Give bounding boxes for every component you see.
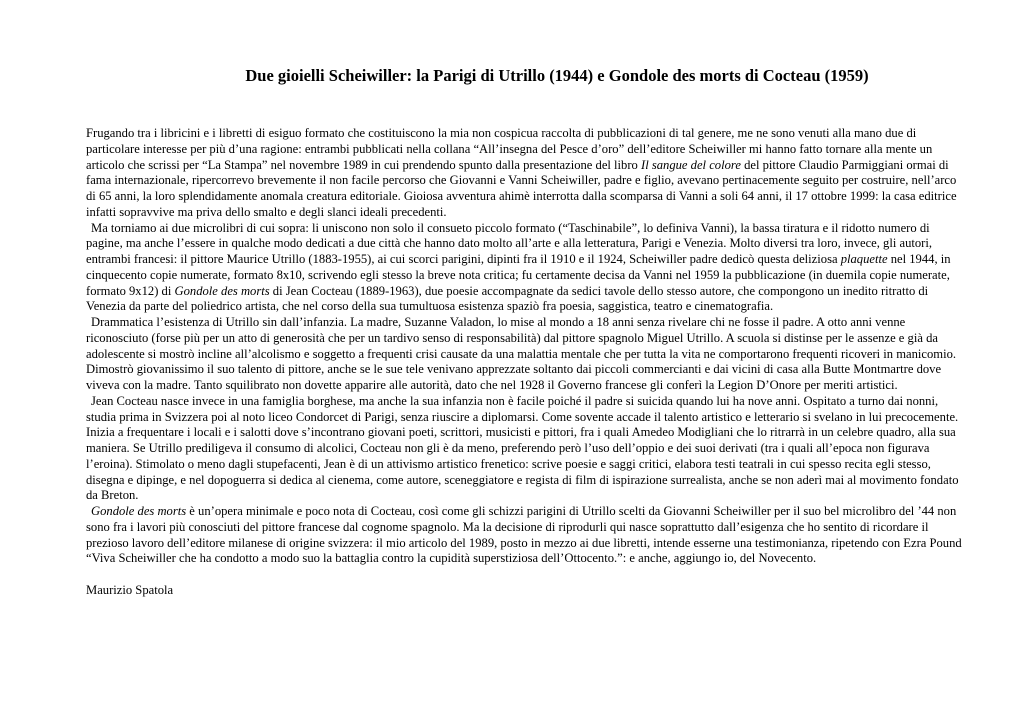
italic-title-run: Gondole des morts bbox=[91, 504, 187, 518]
text-run: è un’opera minimale e poco nota di Cocteau, così come gli schizzi parigini di Utrillo scelti da Giovanni Scheiwiller per il suo bel microlibro del ’44 non sono fra i lavori più conosciuti del pittore francese dal cognome spagnolo. Ma la decisione di riprodurli qui nasce soprattutto dall’esigenza che ho sentito di ricordare il prezioso lavoro dell’editore milanese di origine svizzera: il mio articolo del 1989, posto in mezzo ai due libretti, intende esserne una testimonianza, ripetendo con Ezra Pound “Viva Scheiwiller che ha condotto a modo suo la battaglia contro la cupidità superstiziosa dell’Ottocento.”: e anche, aggiungo io, del Novecento. bbox=[86, 504, 962, 566]
paragraph-5 bbox=[86, 504, 966, 567]
author-signature: Maurizio Spatola bbox=[86, 582, 174, 597]
paragraph-2 bbox=[86, 221, 966, 316]
paragraph-3 bbox=[86, 315, 966, 394]
article-body bbox=[86, 126, 966, 599]
page-title: Due gioielli Scheiwiller: la Parigi di Utrillo (1944) e Gondole des morts di Cocteau (1959) bbox=[245, 66, 869, 85]
text-run: Frugando tra i libricini e i libretti di esiguo formato che costituiscono la mia non cospicua raccolta di pubblicazioni di tal genere, me ne sono venuti alla mano due di particolare interesse per più d’una ragione: entrambi pubblicati nella collana “All’insegna del Pesce d’oro” dell’editore Scheiwiller mi hanno fatto tornare alla mente un articolo che scrissi per “La Stampa” nel novembre 1989 in cui prendendo spunto dalla presentazione del libro bbox=[86, 126, 933, 172]
paragraph-4 bbox=[86, 394, 966, 504]
text-run: nel 1944, in cinquecento copie numerate, formato 8x10, scrivendo egli stesso la breve nota critica; fu certamente decisa da Vanni nel 1959 la pubblicazione (in duemila copie numerate, formato 9x12) di bbox=[86, 252, 951, 298]
text-run: del pittore Claudio Parmiggiani ormai di fama internazionale, ripercorrevo brevemente il non facile percorso che Giovanni e Vanni Scheiwiller, padre e figlio, avevano pertinacemente seguito per costruire, nell’arco di 65 anni, la loro splendidamente anomala creatura editoriale. Gioiosa avventura ahimè interrotta dalla scomparsa di Vanni a soli 64 anni, il 17 ottobre 1999: la casa editrice infatti sopravvive ma priva dello smalto e degli slanci ideali precedenti. bbox=[86, 157, 957, 219]
text-run: di Jean Cocteau (1889-1963), due poesie accompagnate da sedici tavole dello stesso autore, che compongono un inedito ritratto di Venezia da parte del poliedrico artista, che nel corso della sua tumultuosa esistenza spaziò fra poesia, saggistica, teatro e cinematografia. bbox=[86, 283, 929, 314]
paragraph-1 bbox=[86, 126, 966, 221]
italic-title-run: plaquette bbox=[840, 252, 888, 266]
text-run: Drammatica l’esistenza di Utrillo sin dall’infanzia. La madre, Suzanne Valadon, lo mise al mondo a 18 anni senza rivelare chi ne fosse il padre. A otto anni venne riconosciuto (forse più per un atto di generosità che per un tardivo senso di responsabilità) dal pittore spagnolo Miguel Utrillo. A scuola si distinse per le assenze e già da adolescente si mostrò incline all’alcolismo e soggetto a frequenti crisi causate da una malattia mentale che per tutta la vita ne comportarono frequenti ricoveri in manicomio. Dimostrò giovanissimo il suo talento di pittore, anche se le sue tele venivano apprezzate soltanto dai piccoli commercianti e dai vicini di casa alla Butte Montmartre dove viveva con la madre. Tanto squilibrato non dovette apparire alle autorità, dato che nel 1928 il Governo francese gli conferì la Legion D’Onore per meriti artistici. bbox=[86, 315, 957, 392]
text-run: Jean Cocteau nasce invece in una famiglia borghese, ma anche la sua infanzia non è facile poiché il padre si suicida quando lui ha nove anni. Ospitato a turno dai nonni, studia prima in Svizzera poi al noto liceo Condorcet di Parigi, senza riuscire a diplomarsi. Come sovente accade il talento artistico e letterario si svelano in lui precocemente. Inizia a frequentare i locali e i salotti dove s’incontrano giovani poeti, scrittori, musicisti e pittori, fra i quali Amedeo Modigliani che lo ritrarrà in un celebre quadro, alla sua maniera. Se Utrillo prediligeva il consumo di alcolici, Cocteau non gli è da meno, preferendo però l’uso dell’oppio e dei suoi derivati (tra i quali all’epoca non figurava l’eroina). Stimolato o meno dagli stupefacenti, Jean è di un attivismo artistico frenetico: scrive poesie e saggi critici, elabora testi teatrali in cui spesso recita egli stesso, disegna e dipinge, e nel dopoguerra si dedica al cienema, come autore, sceneggiatore e regista di film di ispirazione surrealista, anche se non aderì mai al movimento fondato da Breton. bbox=[86, 393, 959, 503]
italic-title-run: Gondole des morts bbox=[174, 283, 270, 298]
text-run: Ma torniamo ai due microlibri di cui sopra: li uniscono non solo il consueto piccolo formato (“Taschinabile”, lo definiva Vanni), la bassa tiratura e il ridotto numero di pagine, ma anche l’essere in qualche modo dedicati a due città che hanno dato molto all’arte e alla letteratura, Parigi e Venezia. Molto diversi tra loro, invece, gli autori, entrambi francesi: il pittore Maurice Utrillo (1883-1955), ai cui scorci parigini, dipinti fra il 1910 e il 1924, Scheiwiller padre dedicò questa deliziosa bbox=[86, 220, 933, 266]
italic-title-run: Il sangue del colore bbox=[641, 157, 741, 172]
